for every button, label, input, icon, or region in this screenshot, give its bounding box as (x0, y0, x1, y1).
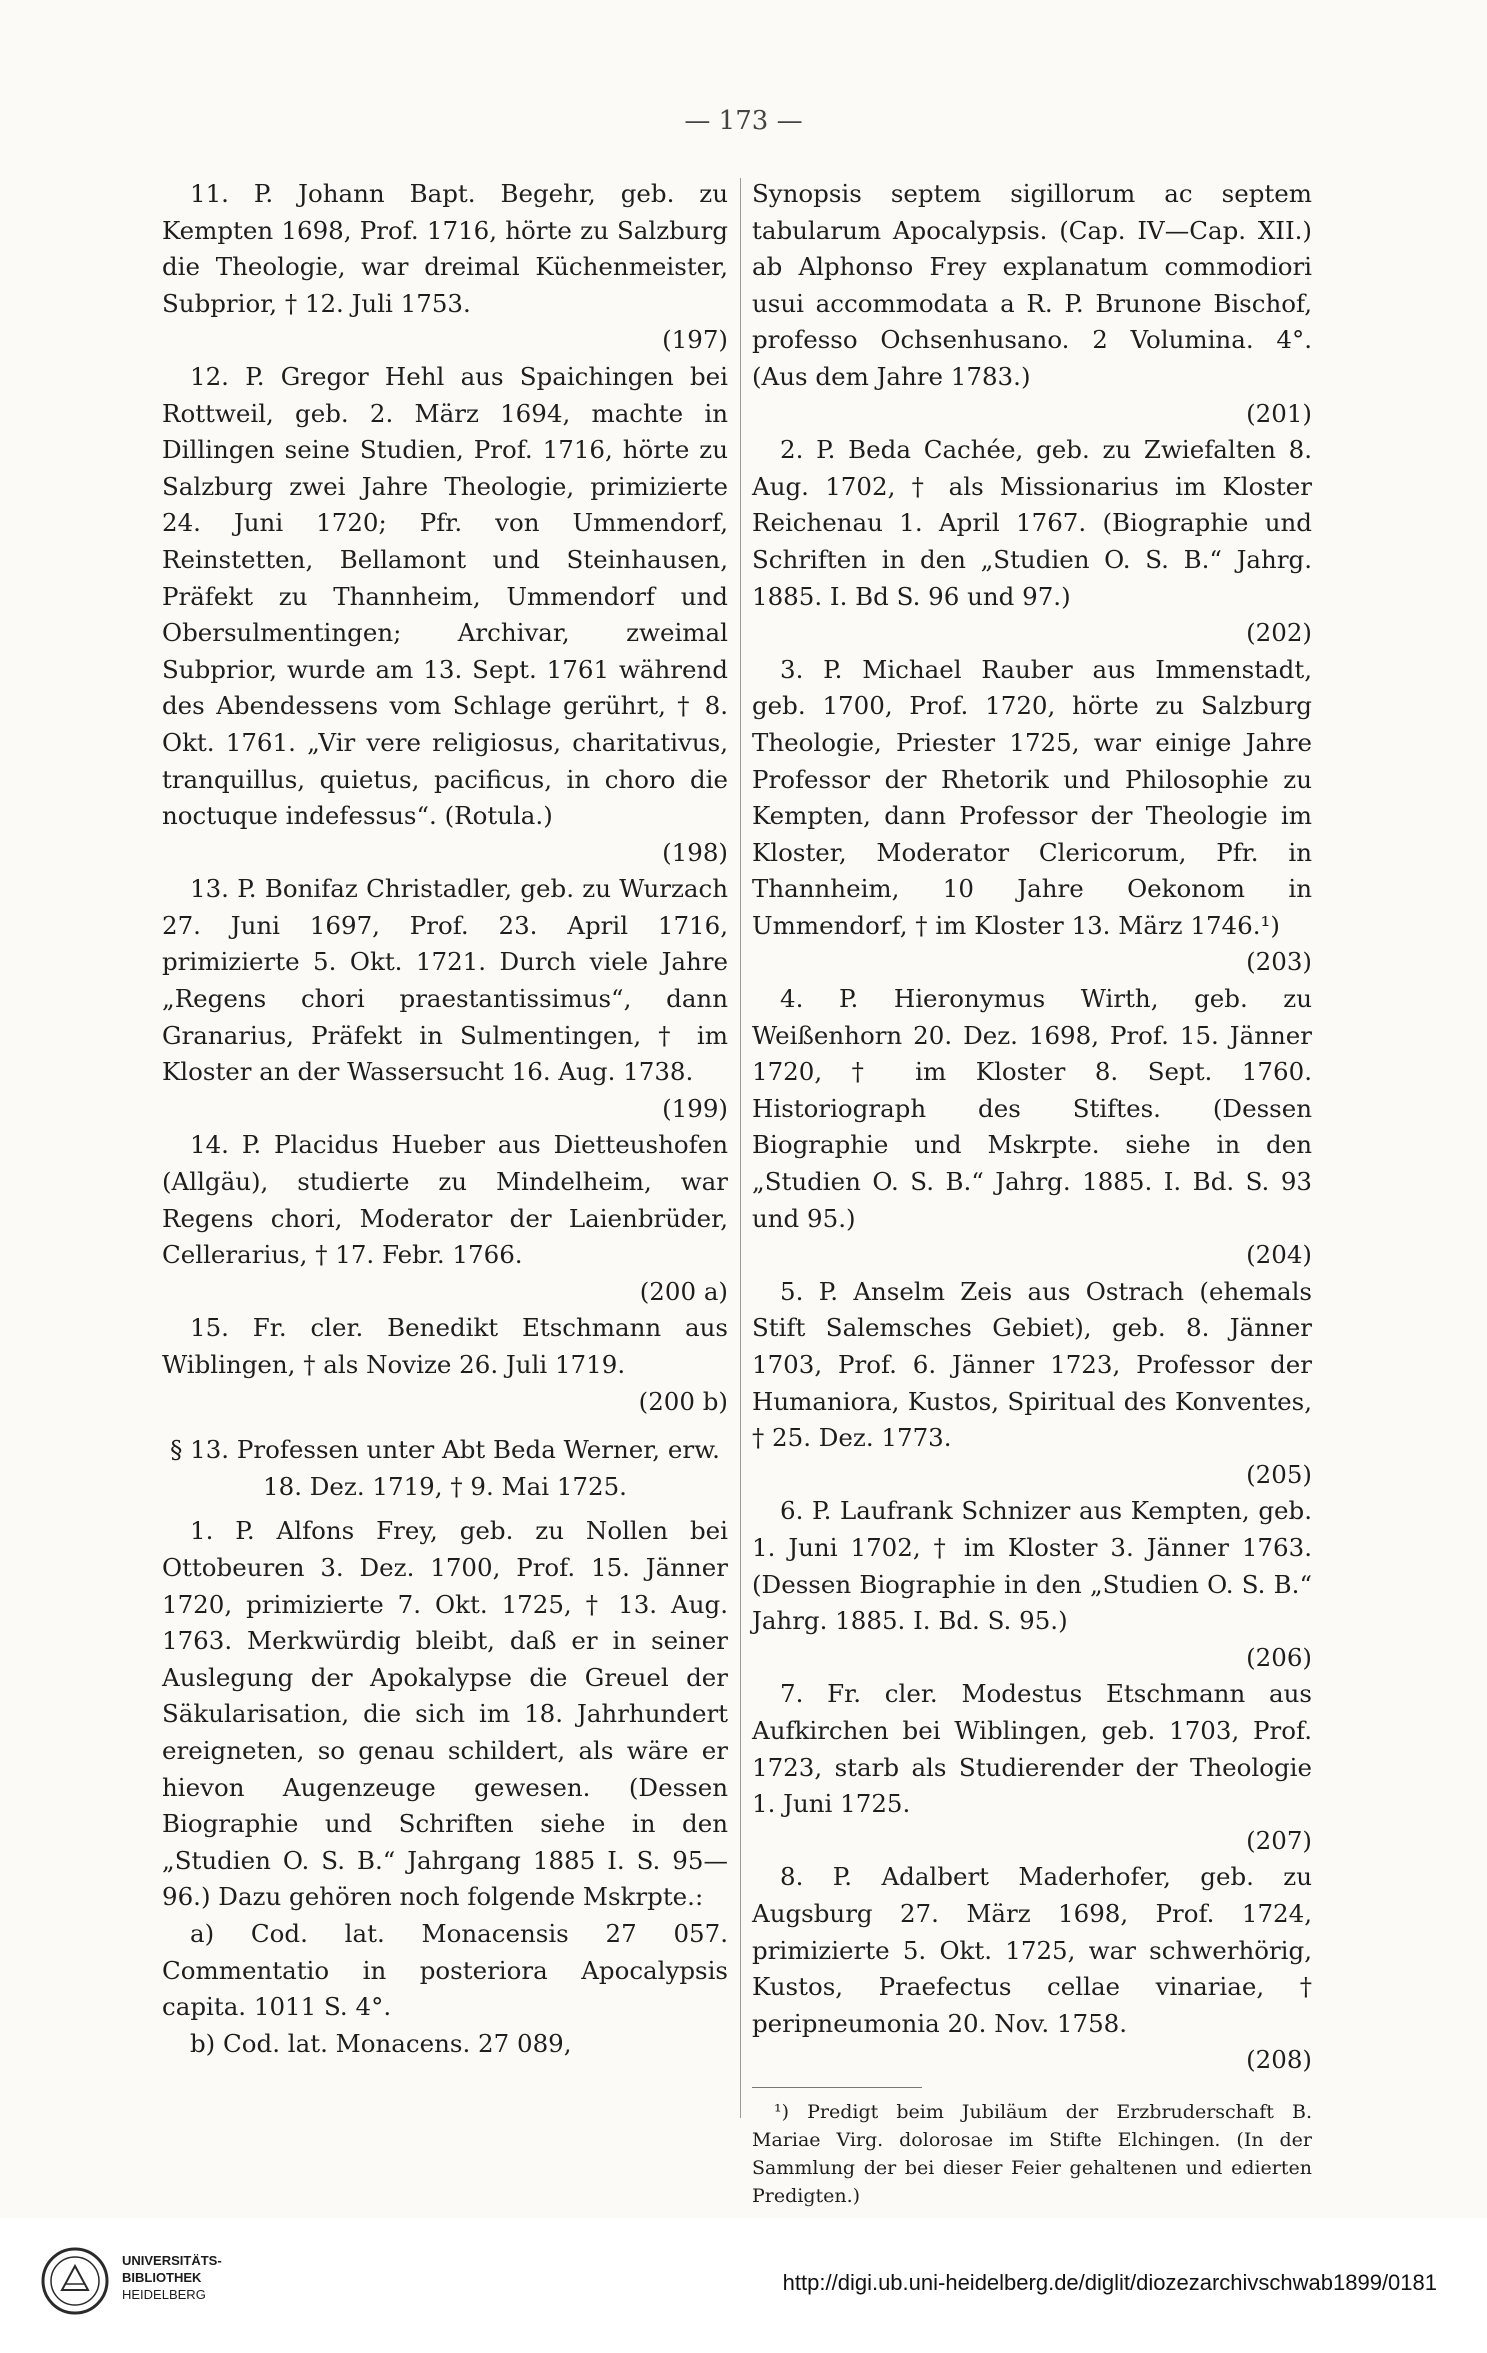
entry-text: 12. P. Gregor Hehl aus Spaichingen bei Rottweil, geb. 2. März 1694, machte in Dillingen seine Studien, Prof. 1716, hörte zu Salzburg zwei Jahre Theologie, primizierte 24. Juni 1720; Pfr. von Ummendorf, Reinstetten, Bellamont und Steinhausen, Präfekt zu Thannheim, Ummendorf und Obersulmentingen; Archivar, zweimal Subprior, wurde am 13. Sept. 1761 während des Abendessens vom Schlage gerührt, † 8. Okt. 1761. „Vir vere religiosus, charitativus, tranquillus, quietus, pacificus, in choro die noctuque indefessus“. (Rotula.) (162, 361, 728, 831)
section-heading: § 13. Professen unter Abt Beda Werner, erw. 18. Dez. 1719, † 9. Mai 1725. (170, 1435, 720, 1501)
entry-202 (752, 432, 1312, 652)
library-seal-icon (40, 2246, 110, 2316)
entry-ref: (197) (662, 325, 728, 355)
entry-205 (752, 1274, 1312, 1494)
entry-ref: (203) (1246, 947, 1312, 977)
logo-line-3: HEIDELBERG (122, 2287, 206, 2302)
entry-ref: (202) (1246, 618, 1312, 648)
entry-200b (162, 1310, 728, 1420)
entry-201 (752, 176, 1312, 432)
entry-text: 11. P. Johann Bapt. Begehr, geb. zu Kempten 1698, Prof. 1716, hörte zu Salzburg die Theologie, war dreimal Küchenmeister, Subprior, † 12. Juli 1753. (162, 179, 728, 318)
entry-ref: (200 b) (638, 1386, 728, 1416)
entry-204 (752, 981, 1312, 1274)
entry-197 (162, 176, 728, 359)
entry-208 (752, 1859, 1312, 2079)
entry-203 (752, 652, 1312, 981)
left-column (162, 176, 728, 2062)
entry-207 (752, 1676, 1312, 1859)
entry-ref: (200 a) (639, 1276, 728, 1306)
entry-text: 15. Fr. cler. Benedikt Etschmann aus Wiblingen, † als Novize 26. Juli 1719. (162, 1313, 728, 1379)
logo-line-1: UNIVERSITÄTS- (122, 2253, 222, 2268)
entry-ref: (201) (1246, 398, 1312, 428)
entry-198 (162, 359, 728, 871)
entry-text: Synopsis septem sigillorum ac septem tabularum Apocalypsis. (Cap. IV—Cap. XII.) ab Alphonso Frey explanatum commodiori usui accommodata a R. P. Brunone Bischof, professo Ochsenhusano. 2 Volumina. 4°. (Aus dem Jahre 1783.) (752, 179, 1312, 391)
footnote: ¹) Predigt beim Jubiläum der Erzbruderschaft B. Mariae Virg. dolorosae im Stifte Elchingen. (In der Sammlung der bei dieser Feier gehaltenen und edierten Predigten.) (752, 2100, 1312, 2207)
entry-ref: (198) (662, 837, 728, 867)
logo-line-2: BIBLIOTHEK (122, 2270, 202, 2285)
entry-text: 14. P. Placidus Hueber aus Dietteushofen (Allgäu), studierte zu Mindelheim, war Regens chori, Moderator der Laienbrüder, Cellerarius, † 17. Febr. 1766. (162, 1130, 728, 1270)
entry-200a (162, 1127, 728, 1310)
entry-text: 5. P. Anselm Zeis aus Ostrach (ehemals Stift Salemsches Gebiet), geb. 8. Jänner 1703, Prof. 6. Jänner 1723, Professor der Humaniora, Kustos, Spiritual des Konventes, † 25. Dez. 1773. (752, 1276, 1312, 1453)
entry-199 (162, 871, 728, 1127)
entry-ref: (205) (1246, 1459, 1312, 1489)
entry-text: 6. P. Laufrank Schnizer aus Kempten, geb. 1. Juni 1702, † im Kloster 3. Jänner 1763. (Dessen Biographie in den „Studien O. S. B.“ Jahrg. 1885. I. Bd. S. 95.) (752, 1496, 1312, 1636)
entry-text: 4. P. Hieronymus Wirth, geb. zu Weißenhorn 20. Dez. 1698, Prof. 15. Jänner 1720, † im Kloster 8. Sept. 1760. Historiograph des Stiftes. (Dessen Biographie und Mskrpte. siehe in den „Studien O. S. B.“ Jahrg. 1885. I. Bd. S. 93 und 95.) (752, 984, 1312, 1233)
right-column (752, 176, 1312, 2262)
footer-bar (0, 2218, 1487, 2353)
manuscript-b: b) Cod. lat. Monacens. 27 089, (190, 2028, 572, 2058)
entry-ref: (207) (1246, 1825, 1312, 1855)
entry-text: 2. P. Beda Cachée, geb. zu Zwiefalten 8. Aug. 1702, † als Missionarius im Kloster Reichenau 1. April 1767. (Biographie und Schriften in den „Studien O. S. B.“ Jahrg. 1885. I. Bd S. 96 und 97.) (752, 435, 1312, 611)
entry-ref: (204) (1246, 1240, 1312, 1270)
manuscript-a: a) Cod. lat. Monacensis 27 057. Commentatio in posteriora Apocalypsis capita. 1011 S. 4°. (162, 1918, 728, 2022)
entry-text: 1. P. Alfons Frey, geb. zu Nollen bei Ottobeuren 3. Dez. 1700, Prof. 15. Jänner 1720, primizierte 7. Okt. 1725, † 13. Aug. 1763. Merkwürdig bleibt, daß er in seiner Auslegung der Apokalypse die Greuel der Säkularisation, die sich im 18. Jahrhundert ereigneten, so genau schildert, als wäre er hievon Augenzeuge gewesen. (Dessen Biographie und Schriften siehe in den „Studien O. S. B.“ Jahrgang 1885 I. S. 95—96.) Dazu gehören noch folgende Mskrpte.: (162, 1516, 728, 1912)
column-divider (740, 178, 741, 2118)
entry-206 (752, 1493, 1312, 1676)
library-logo (40, 2242, 258, 2328)
entry-text: 3. P. Michael Rauber aus Immenstadt, geb. 1700, Prof. 1720, hörte zu Salzburg Theologie, Priester 1725, war einige Jahre Professor der Rhetorik und Philosophie zu Kempten, dann Professor der Theologie im Kloster, Moderator Clericorum, Pfr. in Thannheim, 10 Jahre Oekonom in Ummendorf, † im Kloster 13. März 1746.¹) (752, 654, 1312, 940)
page-number: — 173 — (684, 106, 803, 136)
entry-ref: (208) (1246, 2045, 1312, 2075)
entry-alfons-frey (162, 1513, 728, 1916)
entry-text: 8. P. Adalbert Maderhofer, geb. zu Augsburg 27. März 1698, Prof. 1724, primizierte 5. Okt. 1725, war schwerhörig, Kustos, Praefectus cellae vinariae, † peripneumonia 20. Nov. 1758. (752, 1862, 1312, 2038)
entry-text: 13. P. Bonifaz Christadler, geb. zu Wurzach 27. Juni 1697, Prof. 23. April 1716, primizierte 5. Okt. 1721. Durch viele Jahre „Regens chori praestantissimus“, dann Granarius, Präfekt in Sulmentingen, † im Kloster an der Wassersucht 16. Aug. 1738. (162, 874, 728, 1087)
library-name (122, 2252, 222, 2303)
footnote-rule (752, 2087, 922, 2088)
source-url-link[interactable]: http://digi.ub.uni-heidelberg.de/diglit/diozezarchivschwab1899/0181 (782, 2270, 1437, 2295)
entry-ref: (206) (1246, 1642, 1312, 1672)
entry-text: 7. Fr. cler. Modestus Etschmann aus Aufkirchen bei Wiblingen, geb. 1703, Prof. 1723, starb als Studierender der Theologie 1. Juni 1725. (752, 1679, 1312, 1819)
entry-ref: (199) (662, 1093, 728, 1123)
